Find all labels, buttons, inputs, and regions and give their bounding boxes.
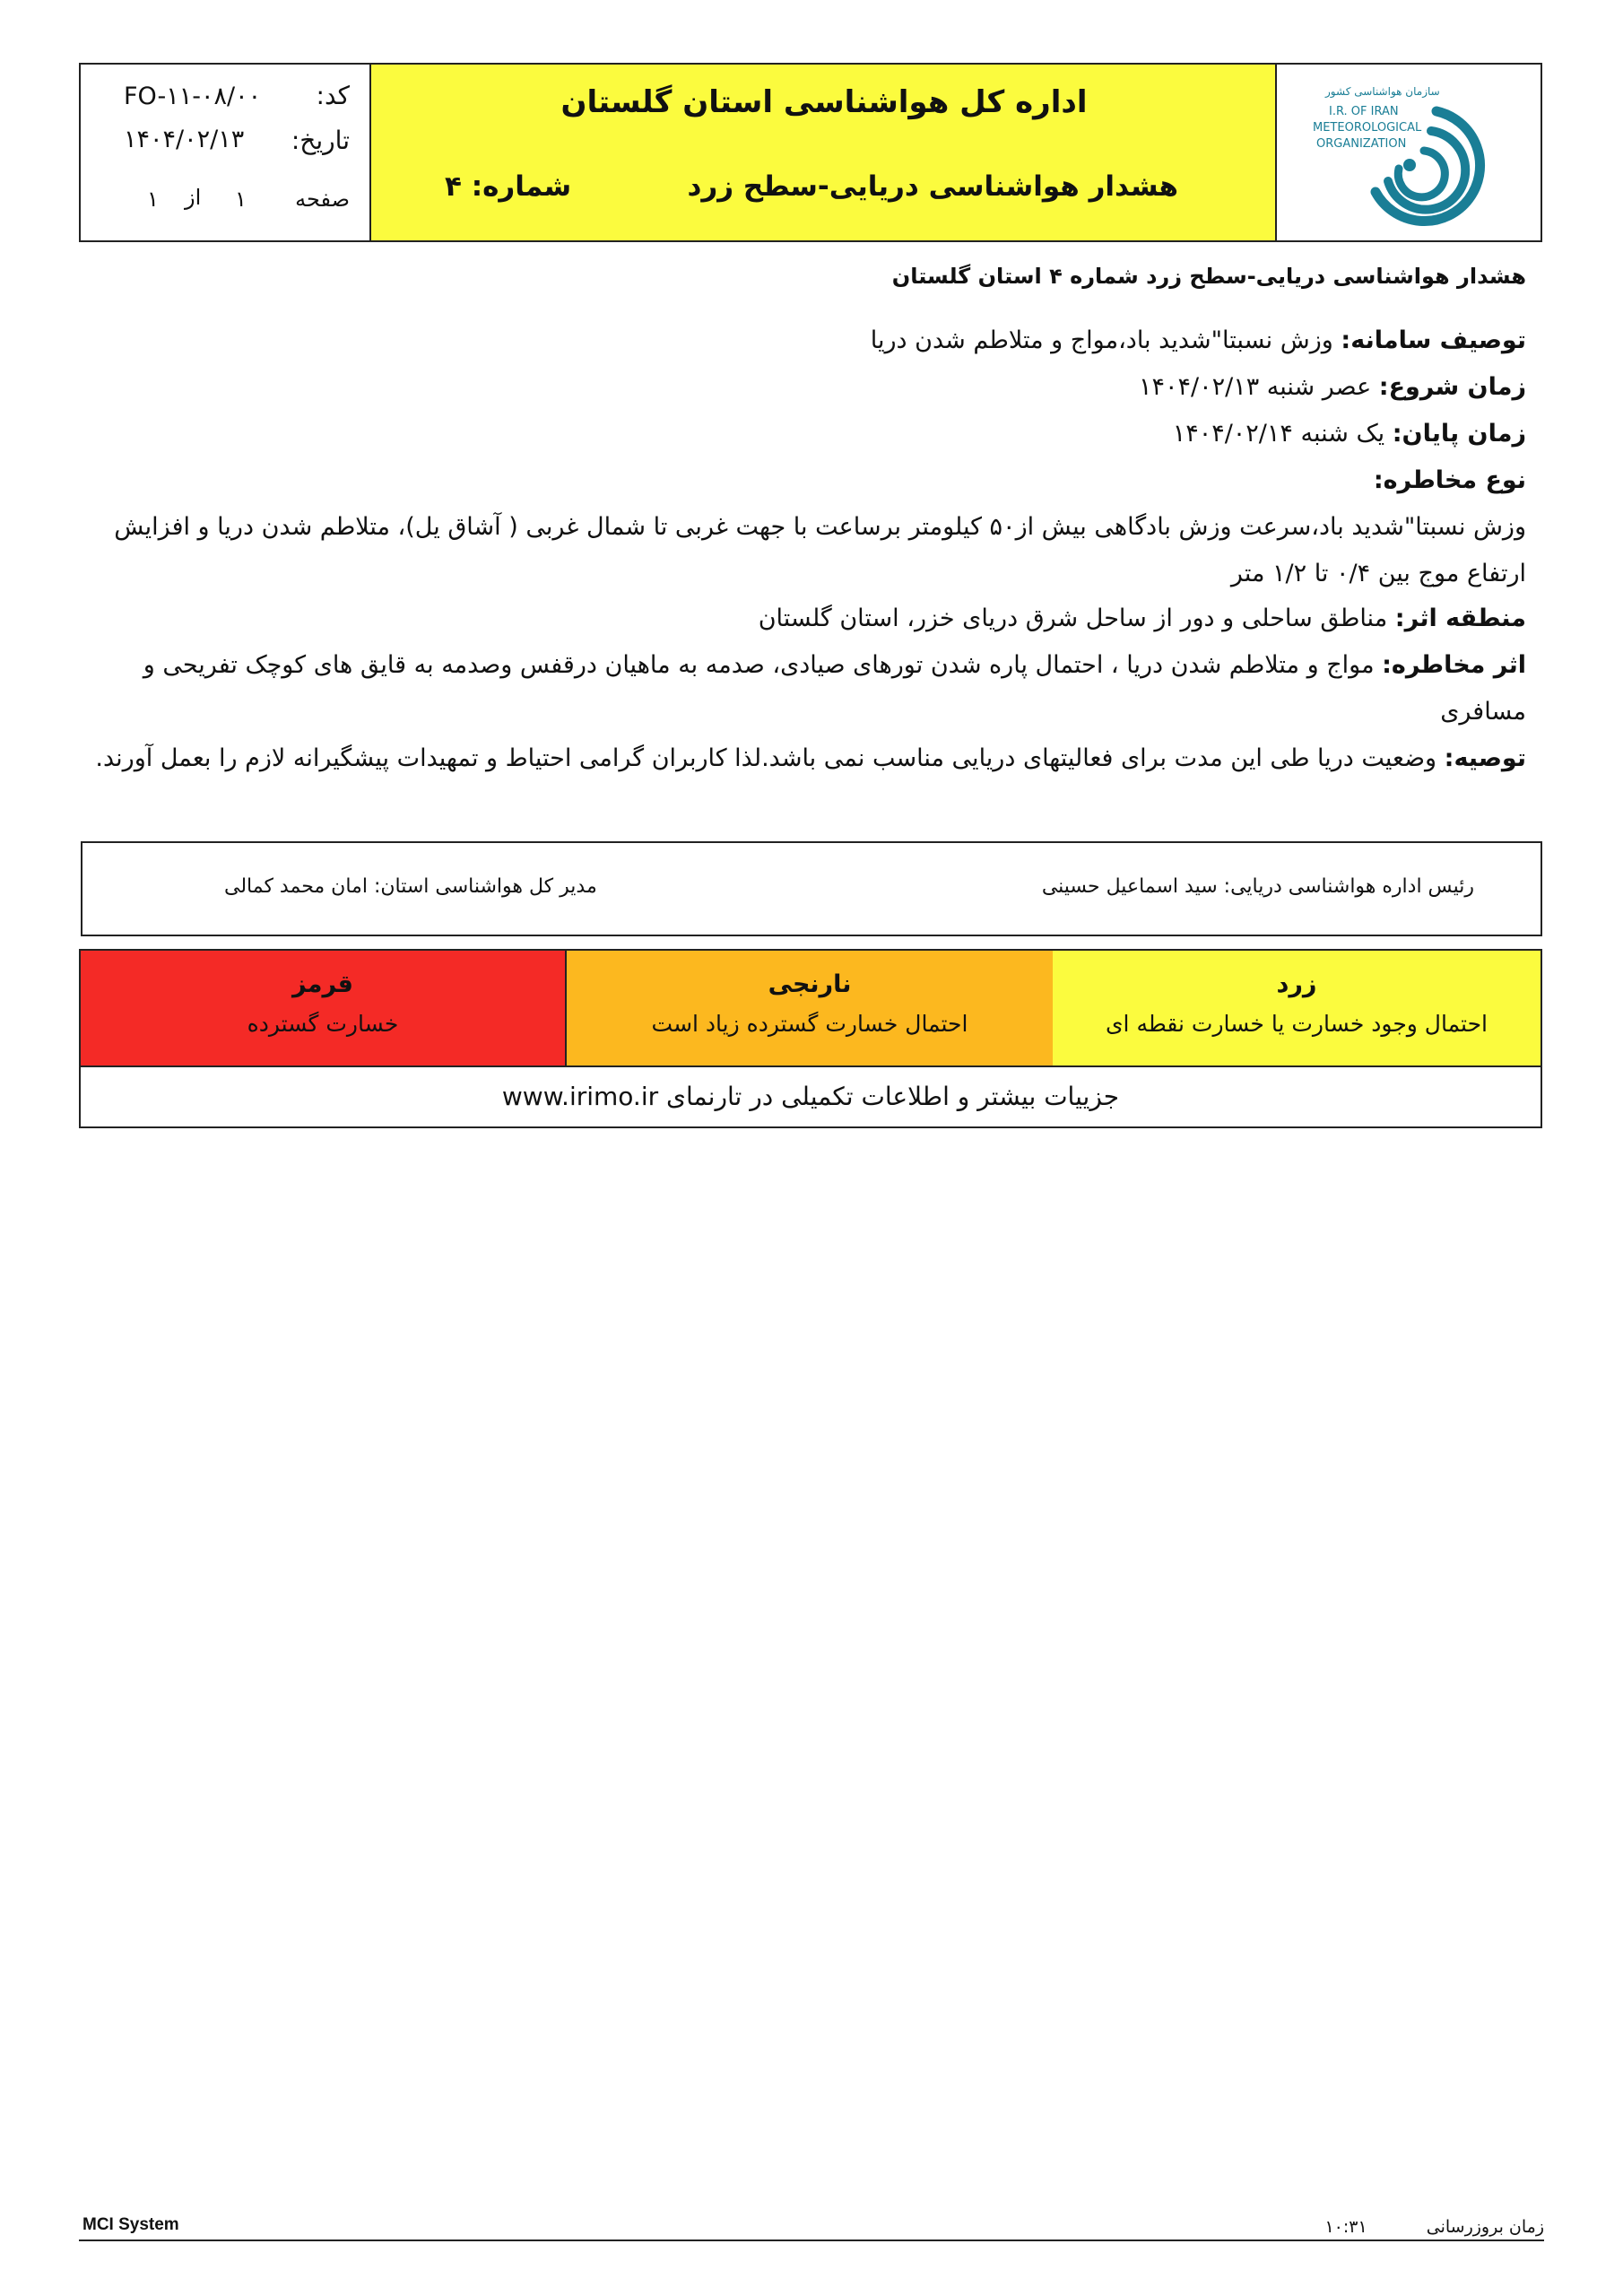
update-time: ۱۰:۳۱ bbox=[1324, 2217, 1367, 2237]
level-yellow-desc: احتمال وجود خسارت یا خسارت نقطه ای bbox=[1105, 1011, 1488, 1037]
level-red-name: قرمز bbox=[292, 970, 353, 998]
warning-levels-table bbox=[79, 949, 1542, 1128]
start-value: عصر شنبه ۱۴۰۴/۰۲/۱۳ bbox=[1138, 373, 1372, 401]
level-orange-cell bbox=[565, 951, 1053, 1065]
effect-label: اثر مخاطره: bbox=[1382, 651, 1526, 679]
hazard-type-value: وزش نسبتا"شدید باد،سرعت وزش بادگاهی بیش از۵۰ کیلومتر برساعت با جهت غربی تا شمال غربی ( آشاق یل)، متلاطم شدن دریا و افزایش ارتفاع موج بین ۰/۴ تا ۱/۲ متر bbox=[114, 513, 1526, 587]
area-label: منطقه اثر: bbox=[1394, 604, 1526, 632]
date-value: ۱۴۰۴/۰۲/۱۳ bbox=[124, 126, 245, 153]
marine-head-name: سید اسماعیل حسینی bbox=[1041, 875, 1218, 898]
system-value: وزش نسبتا"شدید باد،مواج و متلاطم شدن دریا bbox=[870, 326, 1333, 354]
warning-number-label: شماره: bbox=[471, 170, 572, 203]
end-label: زمان پایان: bbox=[1392, 420, 1526, 448]
warning-number-value: ۴ bbox=[445, 170, 462, 203]
update-label: زمان بروزرسانی bbox=[1426, 2217, 1544, 2237]
area-value: مناطق ساحلی و دور از ساحل شرق دریای خزر، استان گلستان bbox=[758, 604, 1388, 632]
page-of-label: از bbox=[185, 185, 202, 210]
level-orange-desc: احتمال خسارت گسترده زیاد است bbox=[651, 1011, 968, 1037]
header-title-block bbox=[369, 65, 1277, 240]
effect-value: مواج و متلاطم شدن دریا ، احتمال پاره شدن تورهای صیادی، صدمه به ماهیان درقفس وصدمه به قایق های کوچک تفریحی و مسافری bbox=[143, 651, 1526, 726]
hazard-type-heading bbox=[94, 457, 1526, 504]
logo-text-en-1: I.R. OF IRAN bbox=[1329, 105, 1399, 118]
hazard-type-label: نوع مخاطره: bbox=[1373, 466, 1526, 494]
level-yellow-cell bbox=[1053, 951, 1541, 1065]
document-info-block bbox=[81, 65, 369, 240]
logo-text-fa: سازمان هواشناسی کشور bbox=[1325, 85, 1440, 98]
page-label: صفحه bbox=[295, 187, 350, 212]
meteorological-organization-logo bbox=[1293, 75, 1528, 233]
office-title: اداره کل هواشناسی استان گلستان bbox=[560, 84, 1088, 120]
level-orange-name: نارنجی bbox=[768, 970, 852, 998]
system-description bbox=[94, 317, 1526, 364]
advice-label: توصیه: bbox=[1444, 744, 1526, 772]
start-label: زمان شروع: bbox=[1378, 373, 1526, 401]
page-current: ۱ bbox=[235, 187, 247, 212]
document-header bbox=[79, 63, 1542, 242]
start-time bbox=[94, 364, 1526, 411]
affected-area bbox=[94, 596, 1526, 642]
date-label: تاریخ: bbox=[291, 126, 350, 155]
logo-text-en-2: METEOROLOGICAL bbox=[1313, 121, 1422, 135]
advice bbox=[94, 735, 1526, 782]
marine-head-label: رئیس اداره هواشناسی دریایی: bbox=[1223, 875, 1474, 898]
footer-update-time bbox=[1324, 2217, 1544, 2237]
end-value: یک شنبه ۱۴۰۴/۰۲/۱۴ bbox=[1172, 420, 1385, 448]
director-name: امان محمد کمالی bbox=[224, 875, 368, 898]
more-info-text: جزییات بیشتر و اطلاعات تکمیلی در تارنمای www.irimo.ir bbox=[81, 1065, 1541, 1128]
director-label: مدیر کل هواشناسی استان: bbox=[373, 875, 597, 898]
warning-subtitle: هشدار هواشناسی دریایی-سطح زرد bbox=[687, 170, 1178, 203]
hazard-type-text bbox=[94, 504, 1526, 597]
level-yellow-name: زرد bbox=[1276, 970, 1317, 998]
end-time bbox=[94, 411, 1526, 457]
page-total: ۱ bbox=[147, 187, 159, 212]
code-label: کد: bbox=[316, 81, 350, 110]
footer-system-name: MCI System bbox=[82, 2215, 179, 2234]
level-red-desc: خسارت گسترده bbox=[247, 1011, 399, 1037]
hazard-effect bbox=[94, 642, 1526, 735]
director-signature bbox=[224, 875, 597, 898]
marine-head-signature bbox=[1042, 875, 1474, 898]
advice-value: وضعیت دریا طی این مدت برای فعالیتهای دریایی مناسب نمی باشد.لذا کاربران گرامی احتیاط و تمهیدات پیشگیرانه لازم را بعمل آورند. bbox=[95, 744, 1437, 772]
warning-number bbox=[445, 170, 571, 203]
logo-text-en-3: ORGANIZATION bbox=[1316, 137, 1407, 151]
logo-block bbox=[1275, 65, 1541, 240]
level-red-cell bbox=[79, 951, 565, 1065]
code-value: FO-۱۱-۰۸/۰۰ bbox=[124, 83, 262, 110]
system-label: توصیف سامانه: bbox=[1341, 326, 1526, 354]
signature-box bbox=[81, 841, 1542, 936]
document-heading: هشدار هواشناسی دریایی-سطح زرد شماره ۴ استان گلستان bbox=[891, 264, 1526, 289]
footer-divider bbox=[79, 2239, 1544, 2241]
